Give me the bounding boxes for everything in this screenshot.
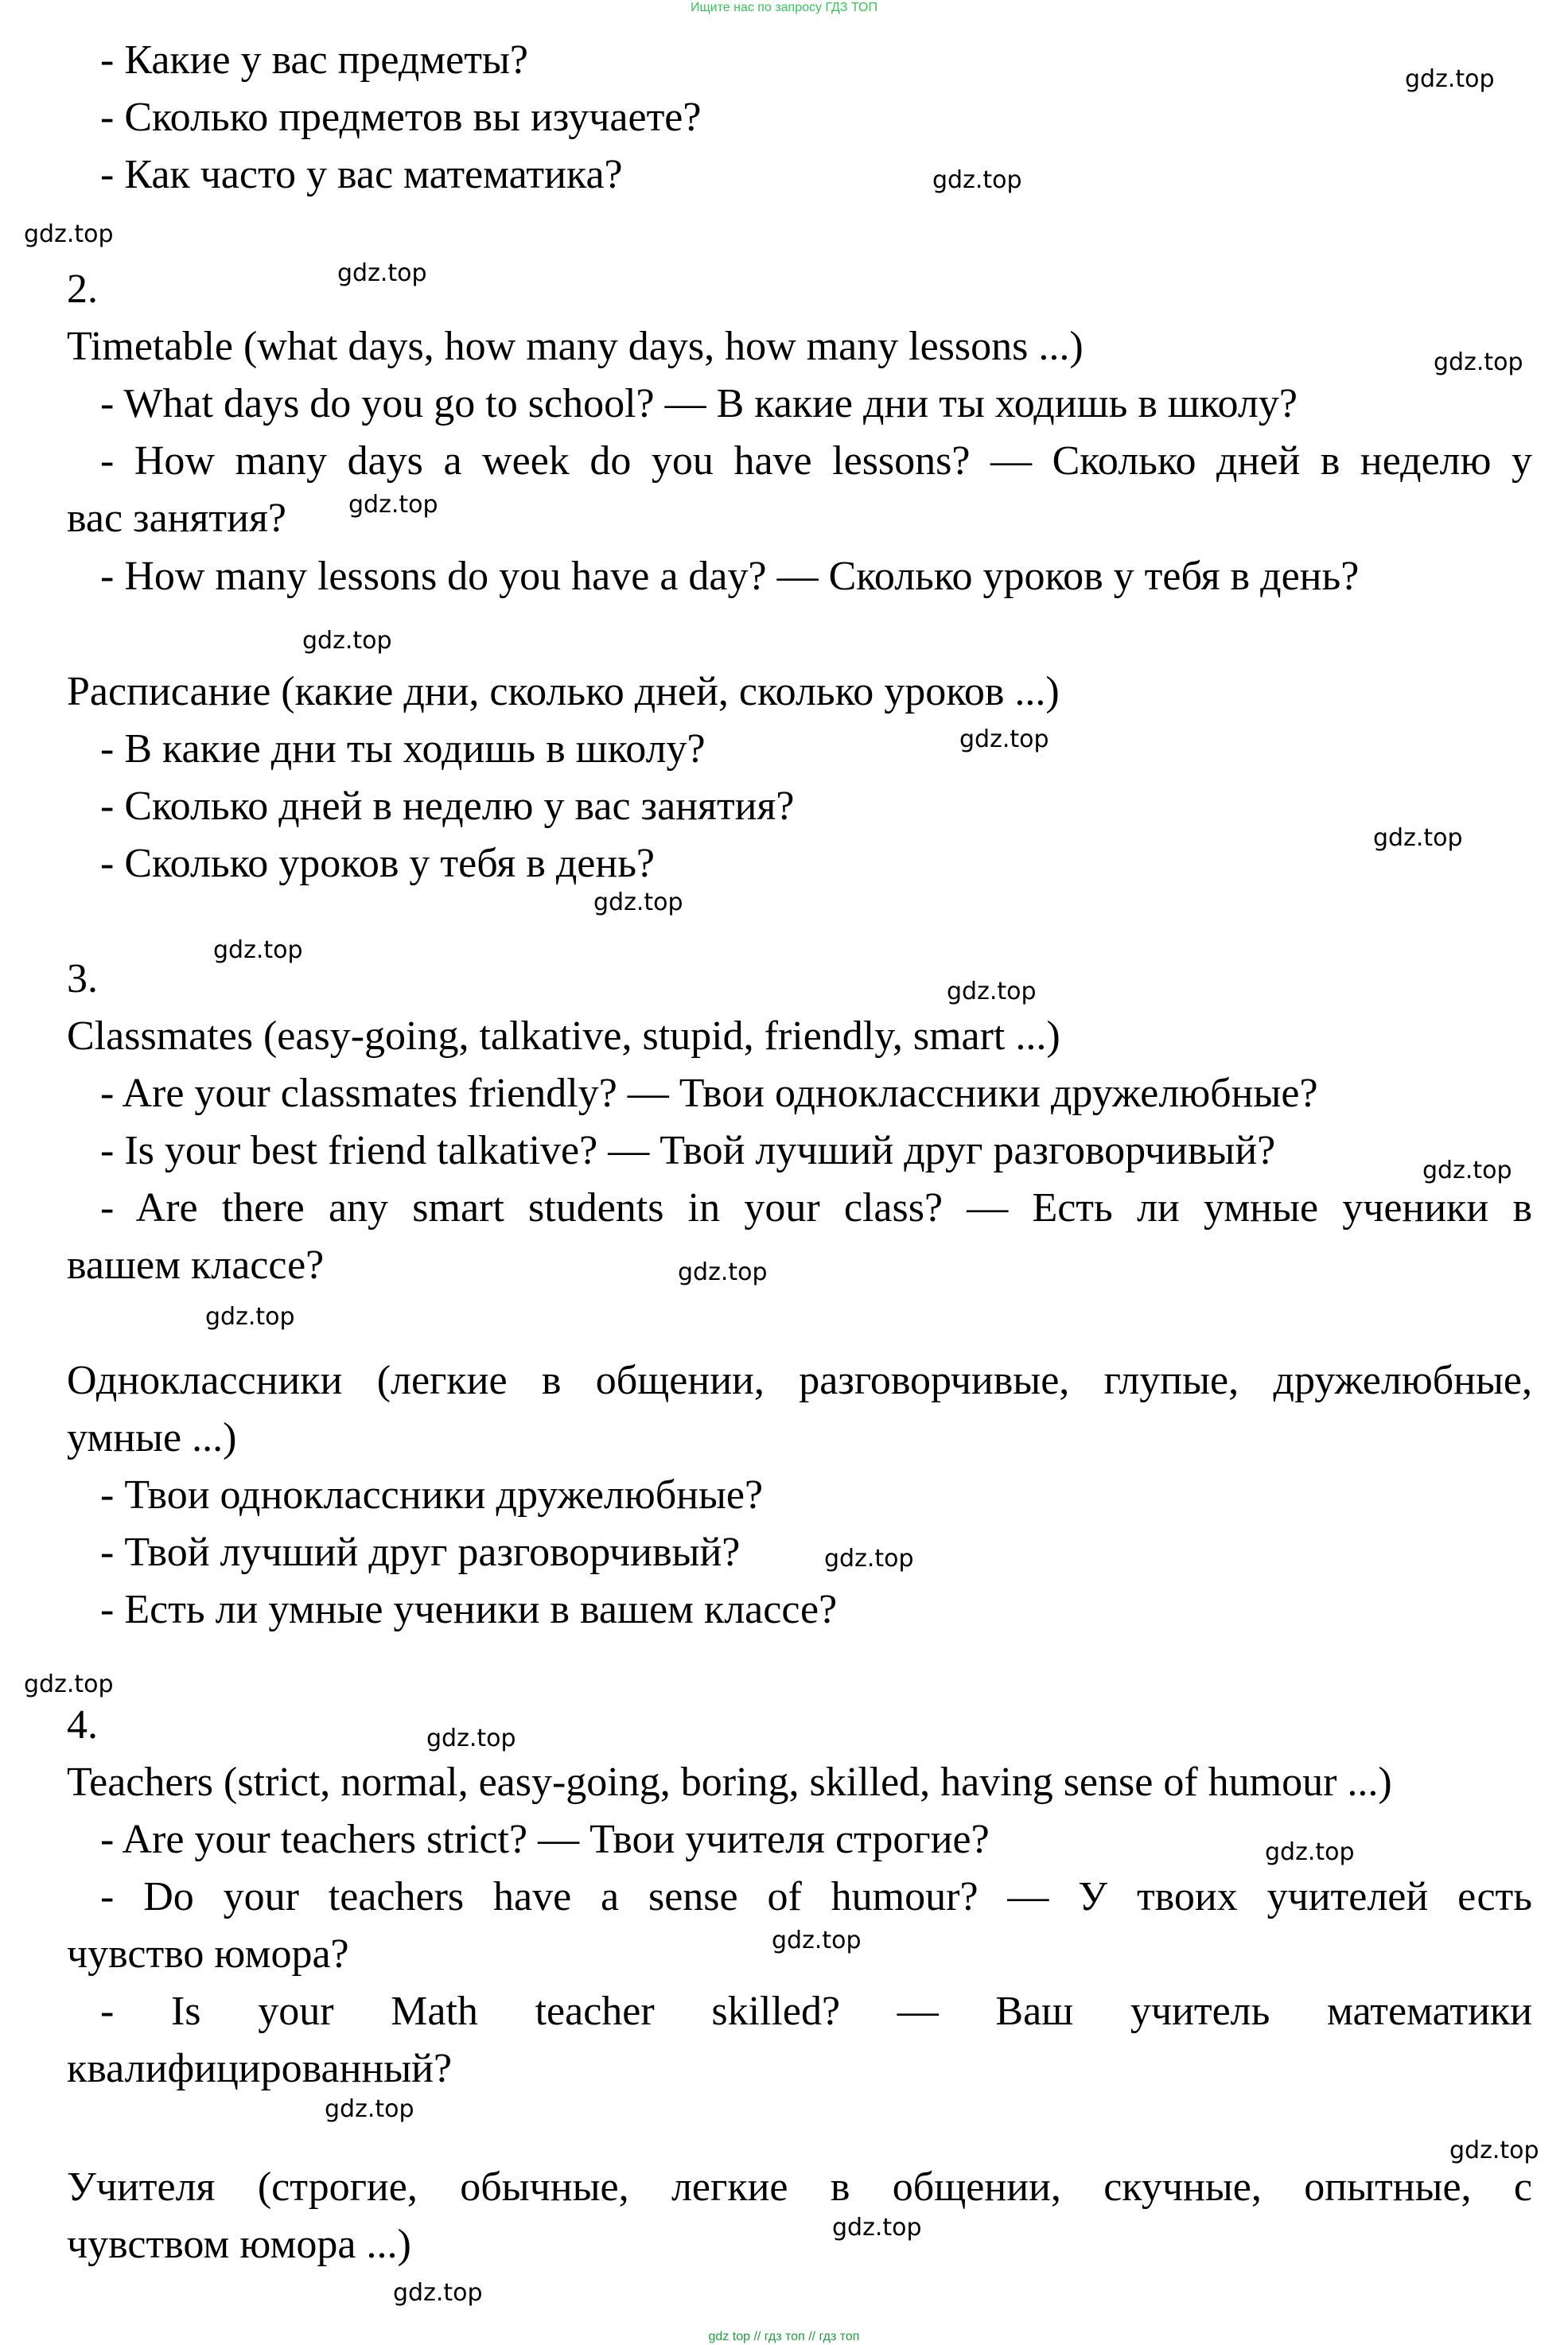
footer-banner: gdz top // гдз топ // гдз топ: [708, 2330, 860, 2343]
watermark: gdz.top: [593, 889, 683, 916]
watermark: gdz.top: [24, 1670, 114, 1698]
question-line: - Какие у вас предметы?: [100, 37, 529, 83]
section-heading: Teachers (strict, normal, easy-going, boring, skilled, having sense of humour ...): [67, 1760, 1392, 1805]
section-heading: Timetable (what days, how many days, how many lessons ...): [67, 324, 1084, 369]
watermark: gdz.top: [959, 725, 1049, 753]
watermark: gdz.top: [1405, 65, 1495, 93]
question-line-continued: квалифицированный?: [67, 2046, 453, 2091]
question-line-continued: чувство юмора?: [67, 1931, 349, 1977]
question-line: - Are your teachers strict? — Твои учителя строгие?: [100, 1817, 990, 1862]
question-line: - Твои одноклассники дружелюбные?: [100, 1472, 764, 1518]
question-line: - Сколько предметов вы изучаете?: [100, 95, 702, 140]
question-line: - Твой лучший друг разговорчивый?: [100, 1530, 741, 1575]
watermark: gdz.top: [337, 259, 427, 287]
section-heading-continued: чувством юмора ...): [67, 2222, 411, 2267]
question-line: - Is your Math teacher skilled? — Ваш учитель математики: [100, 1989, 1532, 2034]
section-heading: Учителя (строгие, обычные, легкие в общении, скучные, опытные, с: [67, 2164, 1532, 2210]
watermark: gdz.top: [348, 491, 438, 519]
watermark: gdz.top: [1265, 1838, 1355, 1866]
section-heading: Одноклассники (легкие в общении, разговорчивые, глупые, дружелюбные,: [67, 1358, 1532, 1403]
section-heading: Classmates (easy-going, talkative, stupid, friendly, smart ...): [67, 1013, 1060, 1059]
section-number: 2.: [67, 266, 98, 312]
watermark: gdz.top: [824, 1545, 914, 1573]
watermark: gdz.top: [947, 978, 1037, 1005]
section-heading: Расписание (какие дни, сколько дней, сколько уроков ...): [67, 669, 1060, 714]
section-heading-continued: умные ...): [67, 1415, 237, 1460]
watermark: gdz.top: [932, 166, 1022, 194]
question-line: - Сколько дней в неделю у вас занятия?: [100, 784, 795, 829]
question-line: - Есть ли умные ученики в вашем классе?: [100, 1587, 838, 1632]
watermark: gdz.top: [678, 1258, 768, 1286]
header-banner: Ищите нас по запросу ГДЗ ТОП: [691, 1, 877, 14]
watermark: gdz.top: [1449, 2137, 1539, 2164]
watermark: gdz.top: [302, 627, 392, 655]
question-line: - В какие дни ты ходишь в школу?: [100, 726, 706, 772]
watermark: gdz.top: [426, 1725, 516, 1752]
question-line: - Сколько уроков у тебя в день?: [100, 841, 655, 886]
watermark: gdz.top: [1434, 348, 1523, 376]
question-line-continued: вашем классе?: [67, 1242, 325, 1288]
watermark: gdz.top: [205, 1303, 295, 1331]
question-line: - Are there any smart students in your class? — Есть ли умные ученики в: [100, 1185, 1532, 1231]
section-number: 3.: [67, 956, 98, 1001]
question-line: - How many lessons do you have a day? — Сколько уроков у тебя в день?: [100, 554, 1360, 599]
question-line: - How many days a week do you have lessons? — Сколько дней в неделю у: [100, 438, 1532, 484]
question-line: - Is your best friend talkative? — Твой лучший друг разговорчивый?: [100, 1128, 1276, 1173]
question-line: - Как часто у вас математика?: [100, 152, 623, 197]
watermark: gdz.top: [1422, 1157, 1512, 1184]
watermark: gdz.top: [325, 2095, 414, 2123]
watermark: gdz.top: [1373, 824, 1463, 852]
question-line: - What days do you go to school? — В какие дни ты ходишь в школу?: [100, 381, 1298, 426]
watermark: gdz.top: [213, 936, 303, 964]
watermark: gdz.top: [393, 2279, 483, 2307]
watermark: gdz.top: [832, 2214, 922, 2242]
question-line: - Do your teachers have a sense of humour? — У твоих учителей есть: [100, 1874, 1532, 1919]
watermark: gdz.top: [772, 1927, 862, 1954]
watermark: gdz.top: [24, 220, 114, 248]
question-line: - Are your classmates friendly? — Твои одноклассники дружелюбные?: [100, 1071, 1318, 1116]
section-number: 4.: [67, 1702, 98, 1748]
question-line-continued: вас занятия?: [67, 496, 286, 541]
